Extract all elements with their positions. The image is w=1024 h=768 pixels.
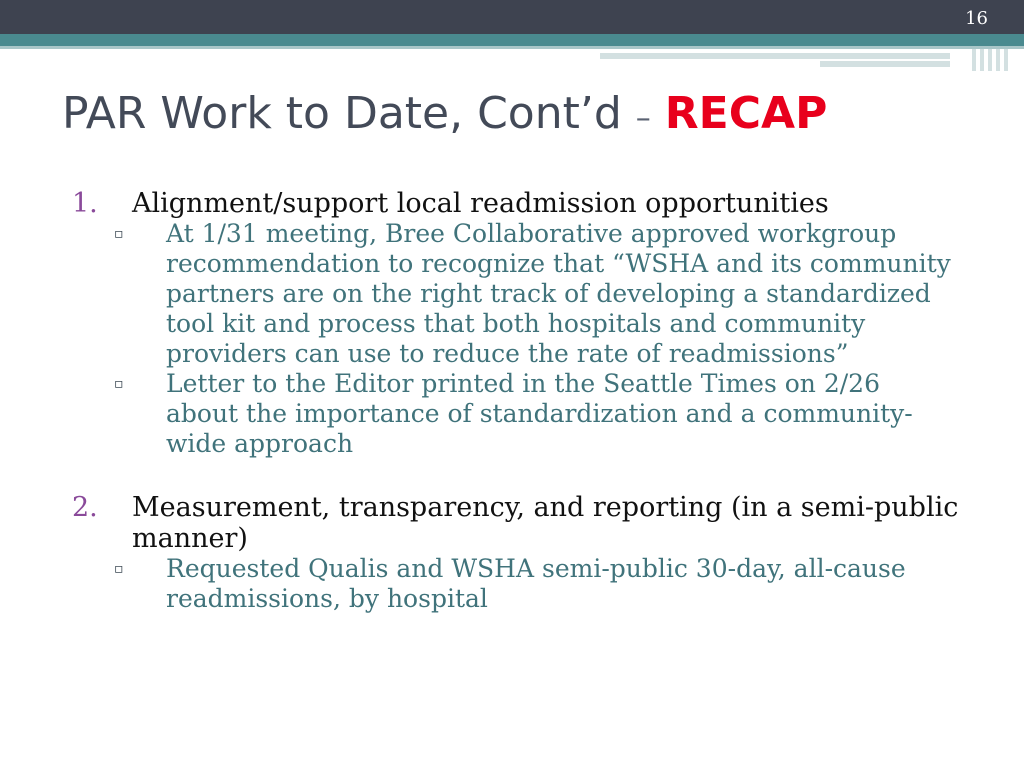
title-dash: – xyxy=(635,101,651,136)
list-number: 1. xyxy=(72,188,98,219)
sub-list-item xyxy=(114,554,972,614)
sub-bullet-icon: ▫ xyxy=(114,561,124,577)
slide-body xyxy=(72,188,972,614)
header-band xyxy=(0,0,1024,34)
list-item xyxy=(72,492,972,554)
sub-bullet-icon: ▫ xyxy=(114,376,124,392)
slide-title xyxy=(62,88,827,139)
list-item xyxy=(72,188,972,219)
list-number: 2. xyxy=(72,492,98,523)
header-decoration xyxy=(600,49,1024,73)
sub-list-item xyxy=(114,219,972,369)
list-item-text: Alignment/support local readmission opportunities xyxy=(132,188,829,219)
sub-item-text: Requested Qualis and WSHA semi-public 30-day, all-cause readmissions, by hospital xyxy=(166,554,906,613)
title-emphasis: RECAP xyxy=(664,88,828,139)
title-main: PAR Work to Date, Cont’d xyxy=(62,88,622,139)
sub-item-text: At 1/31 meeting, Bree Collaborative approved workgroup recommendation to recognize that “WSHA and its community partners are on the right track of developing a standardized tool kit and process that both hospitals and community providers can use to reduce the rate of readmissions” xyxy=(166,219,951,368)
slide-number: 16 xyxy=(965,8,988,29)
sub-list-item xyxy=(114,369,972,459)
header-accent-band xyxy=(0,34,1024,46)
spacer xyxy=(72,459,972,492)
sub-bullet-icon: ▫ xyxy=(114,226,124,242)
sub-item-text: Letter to the Editor printed in the Seattle Times on 2/26 about the importance of standardization and a community-wide approach xyxy=(166,369,913,458)
list-item-text: Measurement, transparency, and reporting (in a semi-public manner) xyxy=(132,492,959,554)
